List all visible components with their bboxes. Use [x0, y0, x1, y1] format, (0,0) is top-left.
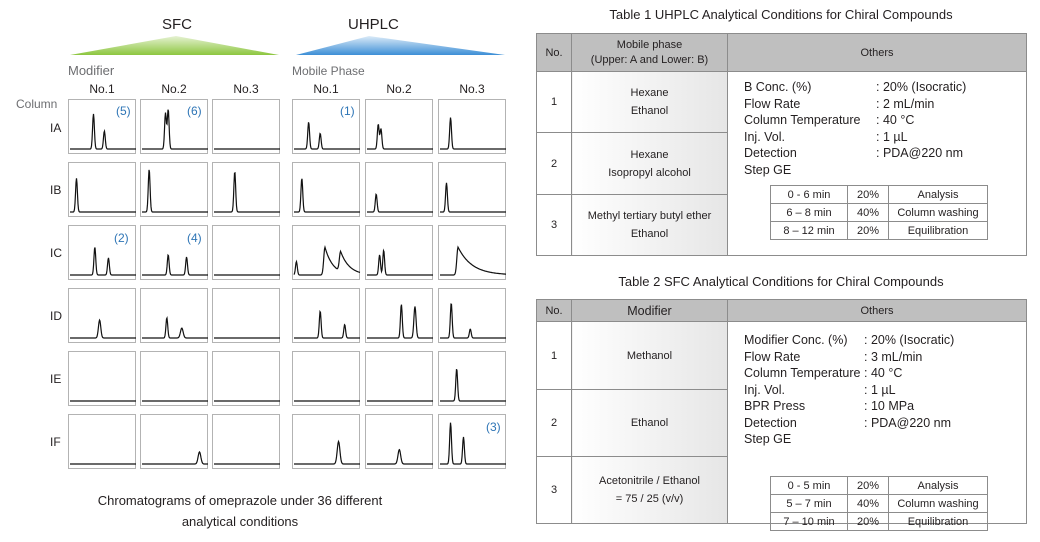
chromatogram-cell [212, 414, 280, 469]
chromatogram-trace [214, 173, 280, 212]
chromatogram-trace-svg [213, 100, 281, 155]
chromatogram-cell [140, 288, 208, 343]
chromatogram-trace-svg [439, 100, 507, 155]
chromatogram-trace-svg [141, 415, 209, 470]
table2-title: Table 2 SFC Analytical Conditions for Chiral Compounds [618, 274, 944, 289]
step-row [771, 513, 988, 531]
col-uhplc-1: No.1 [313, 82, 339, 96]
table2-header-no: No. [537, 300, 572, 322]
annotation-3: (3) [486, 420, 501, 434]
condition-key: Modifier Conc. (%) [744, 333, 848, 347]
chromatogram-cell [292, 288, 360, 343]
chromatogram-cell [438, 225, 506, 280]
condition-value: : 1 µL [864, 382, 896, 397]
chromatogram-cell [292, 351, 360, 406]
table2-row-3-a: Acetonitrile / Ethanol [599, 475, 700, 487]
chromatogram-cell [365, 162, 433, 217]
chromatogram-trace-svg [213, 415, 281, 470]
condition-value: : PDA@220 nm [864, 415, 952, 430]
chromatogram-cell [140, 351, 208, 406]
chromatogram-cell [68, 351, 136, 406]
chromatogram-trace-svg [69, 163, 137, 218]
chromatogram-trace-svg [141, 163, 209, 218]
step-cell: Column washing [889, 495, 988, 513]
chromatogram-trace-svg [69, 352, 137, 407]
header-wedges [0, 0, 540, 62]
chromatogram-trace-svg [293, 163, 361, 218]
chromatogram-trace [142, 318, 208, 338]
row-label-if: IF [50, 435, 61, 449]
chromatogram-cell [292, 162, 360, 217]
annotation-6: (6) [187, 104, 202, 118]
condition-key: Flow Rate [744, 96, 801, 111]
col-uhplc-3: No.3 [459, 82, 485, 96]
table1-condition-values [876, 79, 966, 178]
chromatogram-trace [440, 183, 506, 212]
condition-key: Flow Rate [744, 349, 801, 364]
table2-others-cell [728, 322, 1027, 528]
chromatogram-trace-svg [141, 352, 209, 407]
table2-row-3-b: = 75 / 25 (v/v) [615, 493, 684, 505]
chromatogram-trace [294, 179, 360, 212]
col-sfc-2: No.2 [161, 82, 187, 96]
caption-line-2: analytical conditions [181, 514, 299, 529]
chromatogram-cell [365, 414, 433, 469]
condition-key: BPR Press [744, 399, 806, 413]
annotation-2: (2) [114, 231, 129, 245]
chromatogram-trace [440, 304, 506, 338]
chromatogram-trace [294, 442, 360, 465]
condition-value: : 3 mL/min [864, 349, 923, 364]
chromatogram-trace [142, 452, 208, 464]
chromatogram-cell [212, 162, 280, 217]
chromatogram-cell [365, 288, 433, 343]
annotation-5: (5) [116, 104, 131, 118]
col-sfc-1: No.1 [89, 82, 115, 96]
table2-row-2-no: 2 [537, 390, 572, 457]
condition-key: Detection [744, 415, 797, 430]
table2-header-modifier: Modifier [572, 300, 728, 322]
step-cell: Column washing [889, 204, 988, 222]
column-label: Column [16, 97, 58, 111]
sfc-heading: SFC [162, 16, 192, 33]
table2-header-others: Others [728, 300, 1027, 322]
chromatogram-trace [367, 450, 433, 464]
table1 [536, 33, 1027, 256]
chromatogram-trace-svg [366, 226, 434, 281]
uhplc-heading: UHPLC [348, 16, 399, 33]
step-row [771, 477, 988, 495]
table1-header-mobile-phase [572, 34, 728, 72]
chromatogram-cell [438, 162, 506, 217]
condition-value: : 2 mL/min [876, 96, 935, 111]
table1-row-1-a: Hexane [630, 87, 669, 99]
chromatogram-cell [212, 351, 280, 406]
chromatogram-trace-svg [141, 289, 209, 344]
chromatogram-trace-svg [366, 415, 434, 470]
chromatogram-trace [367, 194, 433, 212]
chromatogram-trace-svg [439, 163, 507, 218]
chromatogram-cell [140, 414, 208, 469]
chromatogram-trace [440, 369, 506, 401]
table1-header-mp-line1: Mobile phase [616, 38, 683, 51]
table2-condition-values [864, 332, 954, 448]
table1-row-3-no: 3 [537, 195, 572, 256]
condition-value: : 20% (Isocratic) [876, 80, 967, 94]
chromatogram-cell [365, 225, 433, 280]
chromatogram-trace [294, 247, 360, 275]
condition-value: : 40 °C [876, 113, 915, 127]
col-sfc-3: No.3 [233, 82, 259, 96]
condition-key: Step GE [744, 162, 792, 177]
chromatogram-trace [294, 122, 360, 149]
chromatogram-cell [68, 288, 136, 343]
chromatogram-trace [367, 251, 433, 275]
chromatogram-cell [438, 288, 506, 343]
step-row [771, 204, 988, 222]
condition-key: Step GE [744, 432, 792, 446]
step-cell: Analysis [889, 477, 988, 495]
modifier-label: Modifier [68, 63, 115, 78]
step-cell: 20% [848, 186, 889, 204]
table2-row-2-a: Ethanol [630, 417, 669, 429]
chromatogram-trace-svg [293, 415, 361, 470]
chromatogram-trace [440, 118, 506, 149]
table1-row-1-no: 1 [537, 72, 572, 133]
chromatogram-trace-svg [213, 352, 281, 407]
chromatogram-trace-svg [439, 226, 507, 281]
uhplc-wedge [296, 36, 505, 55]
step-cell: 20% [848, 477, 889, 495]
condition-key: Inj. Vol. [744, 129, 785, 144]
chromatogram-trace-svg [439, 352, 507, 407]
annotation-1: (1) [340, 104, 355, 118]
row-label-ia: IA [50, 121, 62, 135]
table1-row-2-no: 2 [537, 133, 572, 195]
table1-header-no: No. [537, 34, 572, 72]
table1-condition-keys [744, 79, 861, 178]
chromatogram-trace-svg [213, 226, 281, 281]
table1-row-1-b: Ethanol [630, 105, 669, 117]
table1-step-table [770, 185, 988, 240]
chromatogram-trace [367, 305, 433, 338]
row-label-id: ID [50, 309, 62, 323]
condition-key: Column Temperature [744, 366, 861, 380]
table1-row-2-a: Hexane [630, 148, 669, 161]
table1-others-cell [728, 72, 1027, 256]
chromatogram-trace [70, 320, 136, 338]
step-row [771, 495, 988, 513]
condition-key: Detection [744, 146, 797, 160]
table2-condition-keys [744, 332, 861, 448]
chromatogram-cell [438, 99, 506, 154]
table1-row-3-phase [572, 195, 728, 256]
table2-row-3-modifier [572, 457, 728, 524]
chromatogram-cell [68, 414, 136, 469]
chromatogram-cell [438, 351, 506, 406]
chromatogram-trace [440, 247, 506, 275]
step-cell: 0 - 5 min [771, 477, 848, 495]
chromatogram-cell [365, 351, 433, 406]
condition-value [864, 431, 954, 448]
step-cell: Analysis [889, 186, 988, 204]
chromatogram-trace-svg [366, 289, 434, 344]
condition-value: : PDA@220 nm [876, 146, 964, 160]
condition-key: Column Temperature [744, 113, 861, 127]
chromatogram-trace-svg [213, 163, 281, 218]
chromatogram-trace-svg [213, 289, 281, 344]
table1-header-others: Others [728, 34, 1027, 72]
condition-value: : 1 µL [876, 129, 908, 144]
chromatogram-cell [212, 288, 280, 343]
chromatogram-trace [70, 114, 136, 149]
row-label-ie: IE [50, 372, 62, 386]
chromatogram-cell [68, 162, 136, 217]
table2-row-3-no: 3 [537, 457, 572, 524]
chromatogram-trace [70, 248, 136, 276]
step-cell: Equilibration [889, 513, 988, 531]
row-label-ib: IB [50, 183, 62, 197]
chromatogram-trace-svg [293, 226, 361, 281]
step-cell: 7 – 10 min [771, 513, 848, 531]
figure-caption [70, 490, 410, 532]
annotation-4: (4) [187, 231, 202, 245]
table1-row-2-b: Isopropyl alcohol [608, 166, 691, 179]
table1-row-3-b: Ethanol [630, 228, 669, 240]
row-label-ic: IC [50, 246, 62, 260]
step-cell: 5 – 7 min [771, 495, 848, 513]
condition-value: : 10 MPa [864, 399, 915, 413]
chromatogram-cell [365, 99, 433, 154]
chromatogram-trace-svg [69, 415, 137, 470]
step-cell: 8 – 12 min [771, 222, 848, 240]
condition-key: Inj. Vol. [744, 382, 785, 397]
table2-row-1-no: 1 [537, 322, 572, 390]
condition-value [876, 162, 966, 179]
chromatogram-trace [142, 255, 208, 275]
step-row [771, 222, 988, 240]
caption-line-1: Chromatograms of omeprazole under 36 different [97, 493, 383, 508]
chromatogram-cell [212, 99, 280, 154]
chromatogram-trace [142, 170, 208, 212]
chromatogram-cell [292, 414, 360, 469]
chromatogram-trace-svg [293, 352, 361, 407]
step-row [771, 186, 988, 204]
condition-value: : 20% (Isocratic) [864, 333, 955, 347]
table1-row-3-a: Methyl tertiary butyl ether [587, 210, 712, 222]
step-cell: 6 – 8 min [771, 204, 848, 222]
chromatogram-cell [292, 225, 360, 280]
step-cell: 20% [848, 222, 889, 240]
table2-step-table [770, 476, 988, 531]
chromatogram-trace [367, 125, 433, 149]
chromatogram-cell [212, 225, 280, 280]
table1-row-1-phase [572, 72, 728, 133]
step-cell: Equilibration [889, 222, 988, 240]
condition-key: B Conc. (%) [744, 80, 812, 94]
table2-row-1-modifier [572, 322, 728, 390]
step-cell: 40% [848, 495, 889, 513]
step-cell: 20% [848, 513, 889, 531]
table1-row-2-phase [572, 133, 728, 195]
mobile-phase-label: Mobile Phase [292, 64, 365, 78]
sfc-wedge [70, 36, 279, 55]
table1-header-mp-line2: (Upper: A and Lower: B) [590, 53, 709, 66]
step-cell: 0 - 6 min [771, 186, 848, 204]
chromatogram-trace-svg [366, 352, 434, 407]
table2 [536, 299, 1027, 528]
chromatogram-trace-svg [293, 289, 361, 344]
condition-value: : 40 °C [864, 366, 903, 380]
table2-row-1-a: Methanol [626, 349, 673, 362]
chromatogram-trace-svg [366, 163, 434, 218]
chromatogram-cell [140, 162, 208, 217]
chromatogram-trace-svg [366, 100, 434, 155]
table1-title: Table 1 UHPLC Analytical Conditions for Chiral Compounds [609, 7, 953, 22]
chromatogram-trace [70, 178, 136, 212]
chromatogram-trace-svg [69, 289, 137, 344]
chromatogram-trace-svg [439, 289, 507, 344]
table2-row-2-modifier [572, 390, 728, 457]
col-uhplc-2: No.2 [386, 82, 412, 96]
chromatogram-trace [294, 312, 360, 338]
step-cell: 40% [848, 204, 889, 222]
